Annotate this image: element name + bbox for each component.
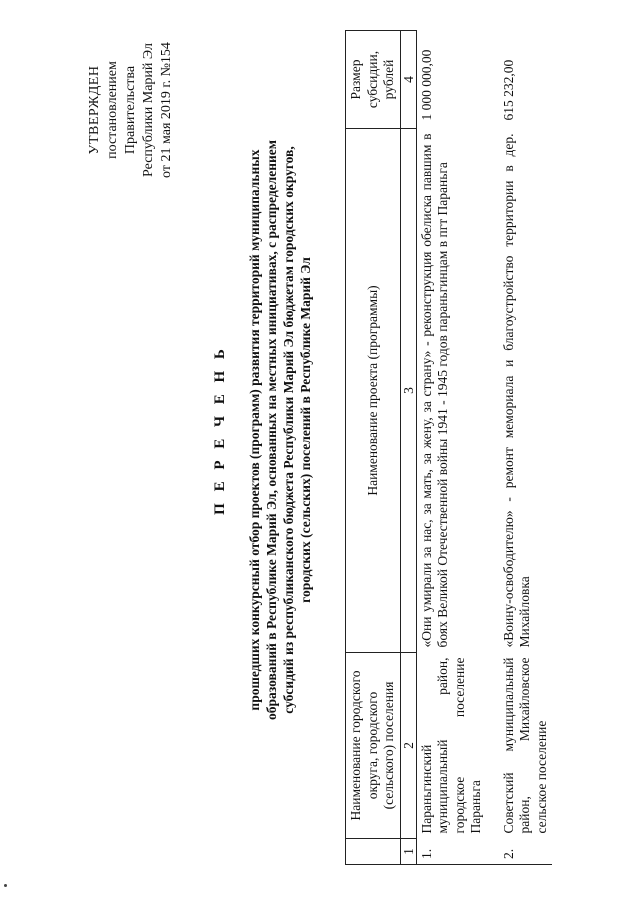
- column-number-3: 3: [400, 129, 416, 653]
- approval-title: УТВЕРЖДЕН: [87, 65, 102, 155]
- row-project: «Они умирали за нас, за мать, за жену, за страну» - реконструкция обелиска павшим в боях Великой Отечественной войны 1941 - 1945 годов параньгинцам в пгт Параньга: [418, 133, 450, 648]
- table-row: [487, 31, 553, 865]
- heading-line-3: субсидий из республиканского бюджета Республики Марий Эл бюджетам городских округов,: [281, 146, 296, 714]
- row-project: «Воину-освободителю» - ремонт мемориала и благоустройство территории в дер. Михайловка: [500, 133, 532, 648]
- column-number-4: 4: [400, 31, 416, 129]
- row-amount: 1 000 000,00: [418, 49, 434, 121]
- approval-line-2: Республики Марий Эл: [141, 43, 156, 177]
- approval-line-1: постановлением Правительства: [105, 61, 138, 159]
- document-heading: [212, 80, 314, 780]
- heading-line-1: прошедших конкурсный отбор проектов (программ) развития территорий муниципальных: [247, 149, 262, 711]
- row-municipality: Советский муниципальный район, Михайловское сельское поселение: [500, 657, 549, 834]
- column-number-2: 2: [400, 653, 416, 839]
- table-row: [416, 31, 487, 865]
- header-project: Наименование проекта (программы): [346, 129, 401, 653]
- table-column-numbers-row: [400, 31, 416, 865]
- subsidy-table: [345, 30, 552, 865]
- column-number-1: 1: [400, 839, 416, 865]
- approval-date: от 21 мая 2019 г. №154: [159, 42, 174, 178]
- table-header-row: [346, 31, 401, 865]
- header-municipality: Наименование городского округа, городского (сельского) поселения: [346, 653, 401, 839]
- scan-artifact-dot: [4, 884, 7, 887]
- header-number: [346, 839, 401, 865]
- subsidy-table-container: [345, 31, 552, 865]
- approval-stamp: [86, 35, 176, 185]
- document-title: П Е Р Е Ч Е Н Ь: [212, 345, 228, 515]
- heading-line-2: образований в Республике Марий Эл, основанных на местных инициативах, с распределением: [264, 140, 279, 720]
- row-amount: 615 232,00: [500, 59, 516, 121]
- row-number: 2.: [487, 839, 553, 865]
- heading-line-4: городских (сельских) поселений в Республике Марий Эл: [298, 257, 313, 603]
- row-municipality: Параньгинский муниципальный район, городское поселение Параньга: [418, 657, 483, 834]
- header-amount: Размер субсидии, рублей: [346, 31, 401, 129]
- row-number: 1.: [416, 839, 487, 865]
